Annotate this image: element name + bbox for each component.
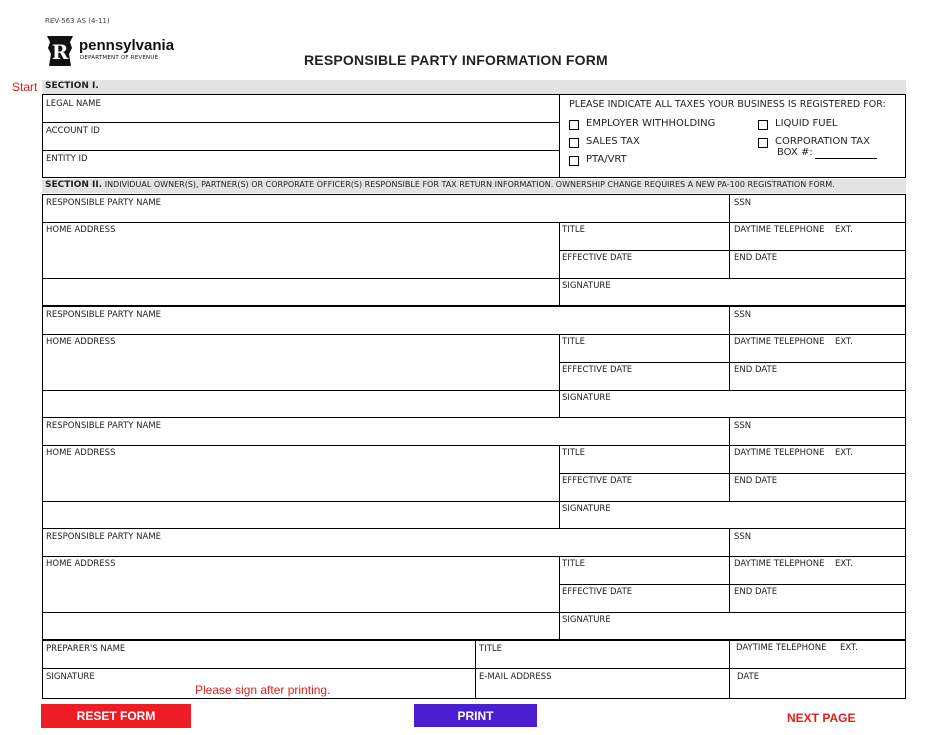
party-4-name-field[interactable]: RESPONSIBLE PARTY NAME: [46, 532, 162, 542]
party-1-ssn-field[interactable]: SSN: [734, 198, 752, 208]
start-label: Start: [12, 80, 38, 94]
party-1-title-field[interactable]: TITLE: [562, 225, 585, 235]
party-1-signature-field: SIGNATURE: [562, 281, 611, 291]
party-4-ext-field[interactable]: EXT.: [835, 559, 853, 569]
pta-vrt-checkbox[interactable]: [569, 156, 579, 166]
party-3-address-field[interactable]: HOME ADDRESS: [46, 448, 116, 458]
party-1-address-field[interactable]: HOME ADDRESS: [46, 225, 116, 235]
party-4-title-field[interactable]: TITLE: [562, 559, 585, 569]
corporation-tax-checkbox[interactable]: [758, 138, 768, 148]
party-1-ext-field[interactable]: EXT.: [835, 225, 853, 235]
party-1-end-date-field[interactable]: END DATE: [734, 253, 778, 263]
party-4-signature-field: SIGNATURE: [562, 615, 611, 625]
taxes-prompt: PLEASE INDICATE ALL TAXES YOUR BUSINESS IS REGISTERED FOR:: [569, 99, 886, 110]
party-2-end-date-field[interactable]: END DATE: [734, 365, 778, 375]
section2-description: INDIVIDUAL OWNER(S), PARTNER(S) OR CORPORATE OFFICER(S) RESPONSIBLE FOR TAX RETURN INFORMATION. OWNERSHIP CHANGE REQUIRES A NEW PA-100 REGISTRATION FORM.: [104, 180, 835, 189]
party-2-address-field[interactable]: HOME ADDRESS: [46, 337, 116, 347]
logo-letter: R: [51, 40, 69, 64]
section1-heading: SECTION I.: [45, 81, 99, 91]
preparer-signature-field: SIGNATURE: [46, 672, 95, 682]
party-3-effective-date-field[interactable]: EFFECTIVE DATE: [562, 476, 633, 486]
next-page-button[interactable]: NEXT PAGE: [787, 711, 856, 725]
party-2-name-field[interactable]: RESPONSIBLE PARTY NAME: [46, 310, 162, 320]
preparer-title-field[interactable]: TITLE: [479, 644, 502, 654]
form-code: REV-563 AS (4-11): [45, 17, 110, 25]
box-number-input[interactable]: [815, 158, 877, 159]
preparer-ext-field[interactable]: EXT.: [840, 643, 858, 653]
party-3-phone-field[interactable]: DAYTIME TELEPHONE: [734, 448, 825, 458]
party-3-name-field[interactable]: RESPONSIBLE PARTY NAME: [46, 421, 162, 431]
entity-id-field[interactable]: ENTITY ID: [46, 154, 88, 164]
liquid-fuel-checkbox[interactable]: [758, 120, 768, 130]
party-2-effective-date-field[interactable]: EFFECTIVE DATE: [562, 365, 633, 375]
party-4-effective-date-field[interactable]: EFFECTIVE DATE: [562, 587, 633, 597]
party-2-ssn-field[interactable]: SSN: [734, 310, 752, 320]
liquid-fuel-label: LIQUID FUEL: [775, 118, 838, 129]
preparer-email-field[interactable]: E-MAIL ADDRESS: [479, 672, 552, 682]
sign-note: Please sign after printing.: [195, 683, 331, 697]
party-3-ssn-field[interactable]: SSN: [734, 421, 752, 431]
party-3-title-field[interactable]: TITLE: [562, 448, 585, 458]
party-2-signature-field: SIGNATURE: [562, 393, 611, 403]
keystone-logo-icon: [45, 34, 75, 68]
logo-subtitle: DEPARTMENT OF REVENUE: [80, 55, 159, 61]
party-4-address-field[interactable]: HOME ADDRESS: [46, 559, 116, 569]
party-2-phone-field[interactable]: DAYTIME TELEPHONE: [734, 337, 825, 347]
party-3-ext-field[interactable]: EXT.: [835, 448, 853, 458]
corporation-tax-label: CORPORATION TAX: [775, 136, 870, 147]
section2-heading: SECTION II. INDIVIDUAL OWNER(S), PARTNER(S) OR CORPORATE OFFICER(S) RESPONSIBLE FOR TAX RETURN INFORMATION. OWNERSHIP CHANGE REQUIRES A NEW PA-100 REGISTRATION FORM.: [45, 180, 835, 190]
reset-form-button[interactable]: RESET FORM: [41, 704, 191, 728]
party-1-phone-field[interactable]: DAYTIME TELEPHONE: [734, 225, 825, 235]
box-number-label: BOX #:: [777, 147, 813, 158]
party-4-end-date-field[interactable]: END DATE: [734, 587, 778, 597]
preparer-name-field[interactable]: PREPARER'S NAME: [46, 644, 126, 654]
logo-wordmark: pennsylvania: [79, 37, 175, 54]
preparer-phone-field[interactable]: DAYTIME TELEPHONE: [736, 643, 827, 653]
employer-withholding-label: EMPLOYER WITHHOLDING: [586, 118, 716, 129]
party-3-signature-field: SIGNATURE: [562, 504, 611, 514]
page-title: RESPONSIBLE PARTY INFORMATION FORM: [304, 52, 608, 68]
party-2-ext-field[interactable]: EXT.: [835, 337, 853, 347]
pta-vrt-label: PTA/VRT: [586, 154, 627, 165]
party-4-phone-field[interactable]: DAYTIME TELEPHONE: [734, 559, 825, 569]
party-4-ssn-field[interactable]: SSN: [734, 532, 752, 542]
sales-tax-label: SALES TAX: [586, 136, 640, 147]
party-2-title-field[interactable]: TITLE: [562, 337, 585, 347]
sales-tax-checkbox[interactable]: [569, 138, 579, 148]
print-button[interactable]: PRINT: [414, 704, 537, 727]
party-1-name-field[interactable]: RESPONSIBLE PARTY NAME: [46, 198, 162, 208]
party-1-effective-date-field[interactable]: EFFECTIVE DATE: [562, 253, 633, 263]
preparer-date-field[interactable]: DATE: [737, 672, 760, 682]
party-3-end-date-field[interactable]: END DATE: [734, 476, 778, 486]
employer-withholding-checkbox[interactable]: [569, 120, 579, 130]
section1-bar: [42, 80, 906, 94]
legal-name-field[interactable]: LEGAL NAME: [46, 99, 101, 109]
account-id-field[interactable]: ACCOUNT ID: [46, 126, 100, 136]
